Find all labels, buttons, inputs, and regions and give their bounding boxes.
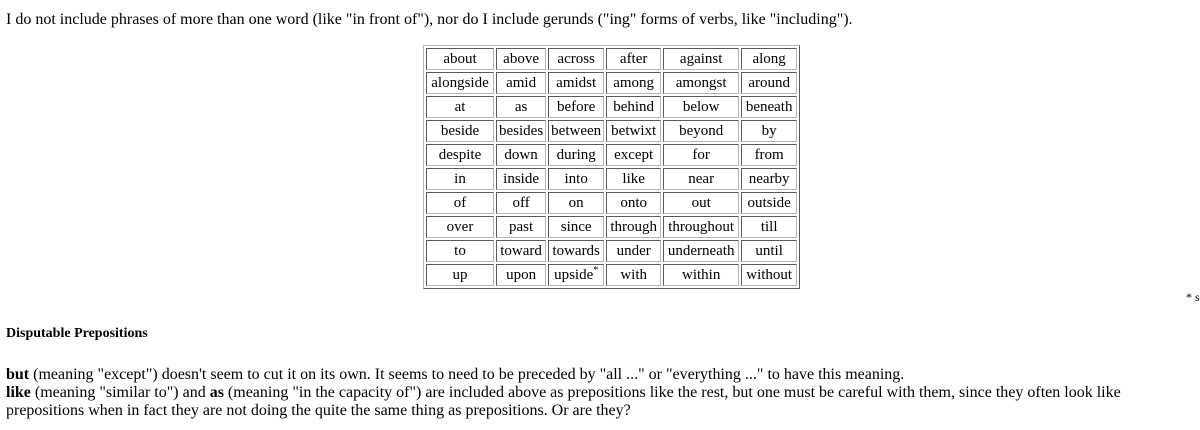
preposition-cell — [606, 192, 661, 214]
preposition-cell — [606, 240, 661, 262]
preposition-cell — [426, 96, 494, 118]
preposition-word: about — [443, 50, 477, 67]
preposition-cell — [426, 144, 494, 166]
table-row — [426, 120, 797, 142]
preposition-word: amid — [506, 74, 537, 91]
preposition-cell — [426, 72, 494, 94]
preposition-cell — [663, 264, 739, 286]
preposition-cell — [741, 120, 797, 142]
preposition-word: amidst — [556, 74, 597, 91]
preposition-cell — [426, 48, 494, 70]
preposition-word: except — [614, 146, 654, 163]
preposition-cell — [548, 72, 604, 94]
table-row — [426, 240, 797, 262]
preposition-word: despite — [438, 146, 482, 163]
preposition-word: amongst — [675, 74, 727, 91]
preposition-word: into — [564, 170, 588, 187]
preposition-word: at — [454, 98, 466, 115]
preposition-cell — [741, 144, 797, 166]
but-explanation: (meaning "except") doesn't seem to cut it on its own. It seems to need to be preceded by "all ..." or "everything ..." to have this meaning. — [29, 366, 905, 383]
preposition-cell — [548, 144, 604, 166]
preposition-word: betwixt — [611, 122, 657, 139]
preposition-cell — [663, 72, 739, 94]
preposition-word: in — [454, 170, 466, 187]
like-explanation: (meaning "similar to") and — [30, 384, 210, 401]
preposition-cell — [663, 48, 739, 70]
preposition-cell — [741, 264, 797, 286]
preposition-cell — [496, 120, 546, 142]
preposition-cell — [548, 264, 604, 286]
preposition-cell — [606, 144, 661, 166]
preposition-cell — [663, 192, 739, 214]
preposition-cell — [496, 216, 546, 238]
preposition-cell — [548, 192, 604, 214]
preposition-cell — [741, 168, 797, 190]
preposition-cell — [663, 120, 739, 142]
table-row — [426, 264, 797, 286]
prepositions-table — [423, 45, 800, 289]
preposition-word: over — [446, 218, 474, 235]
preposition-word: across — [557, 50, 595, 67]
preposition-word: down — [504, 146, 538, 163]
preposition-cell — [606, 120, 661, 142]
preposition-cell — [548, 120, 604, 142]
preposition-cell — [426, 264, 494, 286]
preposition-cell — [496, 72, 546, 94]
preposition-word: onto — [620, 194, 647, 211]
preposition-word: till — [760, 218, 778, 235]
preposition-word: among — [613, 74, 655, 91]
preposition-cell — [496, 144, 546, 166]
preposition-word: from — [754, 146, 784, 163]
preposition-cell — [606, 216, 661, 238]
preposition-word: for — [692, 146, 710, 163]
preposition-cell — [741, 72, 797, 94]
preposition-word: since — [560, 218, 592, 235]
preposition-word: without — [746, 266, 793, 283]
preposition-cell — [606, 168, 661, 190]
preposition-word: towards — [552, 242, 600, 259]
but-paragraph — [6, 366, 1191, 384]
like-as-paragraph — [6, 384, 1191, 420]
preposition-cell — [496, 240, 546, 262]
preposition-cell — [426, 216, 494, 238]
preposition-word: below — [682, 98, 720, 115]
preposition-word: like — [622, 170, 645, 187]
table-row — [426, 168, 797, 190]
cut-off-footnote: * s — [1186, 290, 1200, 304]
preposition-word: around — [748, 74, 790, 91]
preposition-word: with — [620, 266, 647, 283]
preposition-word: of — [453, 194, 467, 211]
preposition-cell — [663, 144, 739, 166]
preposition-word: upon — [506, 266, 537, 283]
preposition-cell — [548, 48, 604, 70]
intro-text: I do not include phrases of more than one word (like "in front of"), nor do I include gerunds ("ing" forms of verbs, like "including"). — [6, 11, 853, 28]
preposition-cell — [741, 96, 797, 118]
preposition-cell — [496, 48, 546, 70]
preposition-word: outside — [747, 194, 791, 211]
preposition-word: beyond — [679, 122, 724, 139]
disputable-prepositions-body — [6, 366, 1191, 420]
preposition-word: along — [752, 50, 786, 67]
prepositions-table-body — [426, 48, 797, 286]
preposition-word: off — [512, 194, 530, 211]
preposition-cell — [548, 168, 604, 190]
table-row — [426, 72, 797, 94]
preposition-cell — [606, 72, 661, 94]
preposition-cell — [426, 168, 494, 190]
preposition-word: under — [616, 242, 651, 259]
table-row — [426, 144, 797, 166]
preposition-word: through — [610, 218, 657, 235]
preposition-cell — [741, 48, 797, 70]
preposition-cell — [548, 240, 604, 262]
preposition-cell — [663, 216, 739, 238]
disputable-prepositions-heading: Disputable Prepositions — [6, 326, 148, 341]
preposition-word: alongside — [431, 74, 489, 91]
preposition-word: during — [556, 146, 596, 163]
preposition-cell — [741, 240, 797, 262]
preposition-cell — [741, 216, 797, 238]
preposition-cell — [606, 96, 661, 118]
preposition-word: above — [503, 50, 539, 67]
preposition-cell — [496, 168, 546, 190]
preposition-word: after — [619, 50, 648, 67]
preposition-word: to — [454, 242, 466, 259]
preposition-cell — [663, 96, 739, 118]
preposition-word: by — [761, 122, 777, 139]
footnote-marker[interactable]: * — [593, 264, 599, 276]
as-explanation: (meaning "in the capacity of") are included above as prepositions like the rest, but one must be careful with them, since they often look like prepositions when in fact they are not doing the quite the same thing as prepositions. Or are they? — [6, 384, 1121, 419]
preposition-word: upside — [554, 266, 594, 283]
term-as: as — [209, 384, 224, 401]
preposition-cell — [496, 96, 546, 118]
preposition-word: throughout — [668, 218, 735, 235]
preposition-word: underneath — [667, 242, 735, 259]
preposition-cell — [663, 168, 739, 190]
preposition-word: as — [514, 98, 528, 115]
preposition-word: near — [688, 170, 715, 187]
preposition-word: on — [568, 194, 584, 211]
preposition-word: besides — [499, 122, 544, 139]
preposition-word: beside — [440, 122, 480, 139]
table-row — [426, 96, 797, 118]
preposition-word: before — [557, 98, 596, 115]
preposition-word: out — [691, 194, 711, 211]
preposition-cell — [548, 216, 604, 238]
preposition-cell — [426, 192, 494, 214]
table-row — [426, 192, 797, 214]
preposition-word: inside — [503, 170, 539, 187]
preposition-word: against — [679, 50, 723, 67]
preposition-cell — [426, 240, 494, 262]
preposition-cell — [496, 264, 546, 286]
term-like: like — [6, 384, 31, 401]
term-but: but — [6, 366, 30, 383]
preposition-word: past — [509, 218, 534, 235]
table-row — [426, 48, 797, 70]
preposition-cell — [426, 120, 494, 142]
preposition-cell — [663, 240, 739, 262]
preposition-word: within — [681, 266, 721, 283]
preposition-cell — [606, 264, 661, 286]
preposition-word: beneath — [745, 98, 793, 115]
preposition-cell — [496, 192, 546, 214]
preposition-word: nearby — [748, 170, 790, 187]
table-row — [426, 216, 797, 238]
preposition-cell — [548, 96, 604, 118]
preposition-word: toward — [500, 242, 542, 259]
preposition-word: behind — [613, 98, 655, 115]
preposition-cell — [606, 48, 661, 70]
preposition-word: between — [551, 122, 602, 139]
preposition-word: until — [755, 242, 783, 259]
preposition-word: up — [452, 266, 468, 283]
preposition-cell — [741, 192, 797, 214]
